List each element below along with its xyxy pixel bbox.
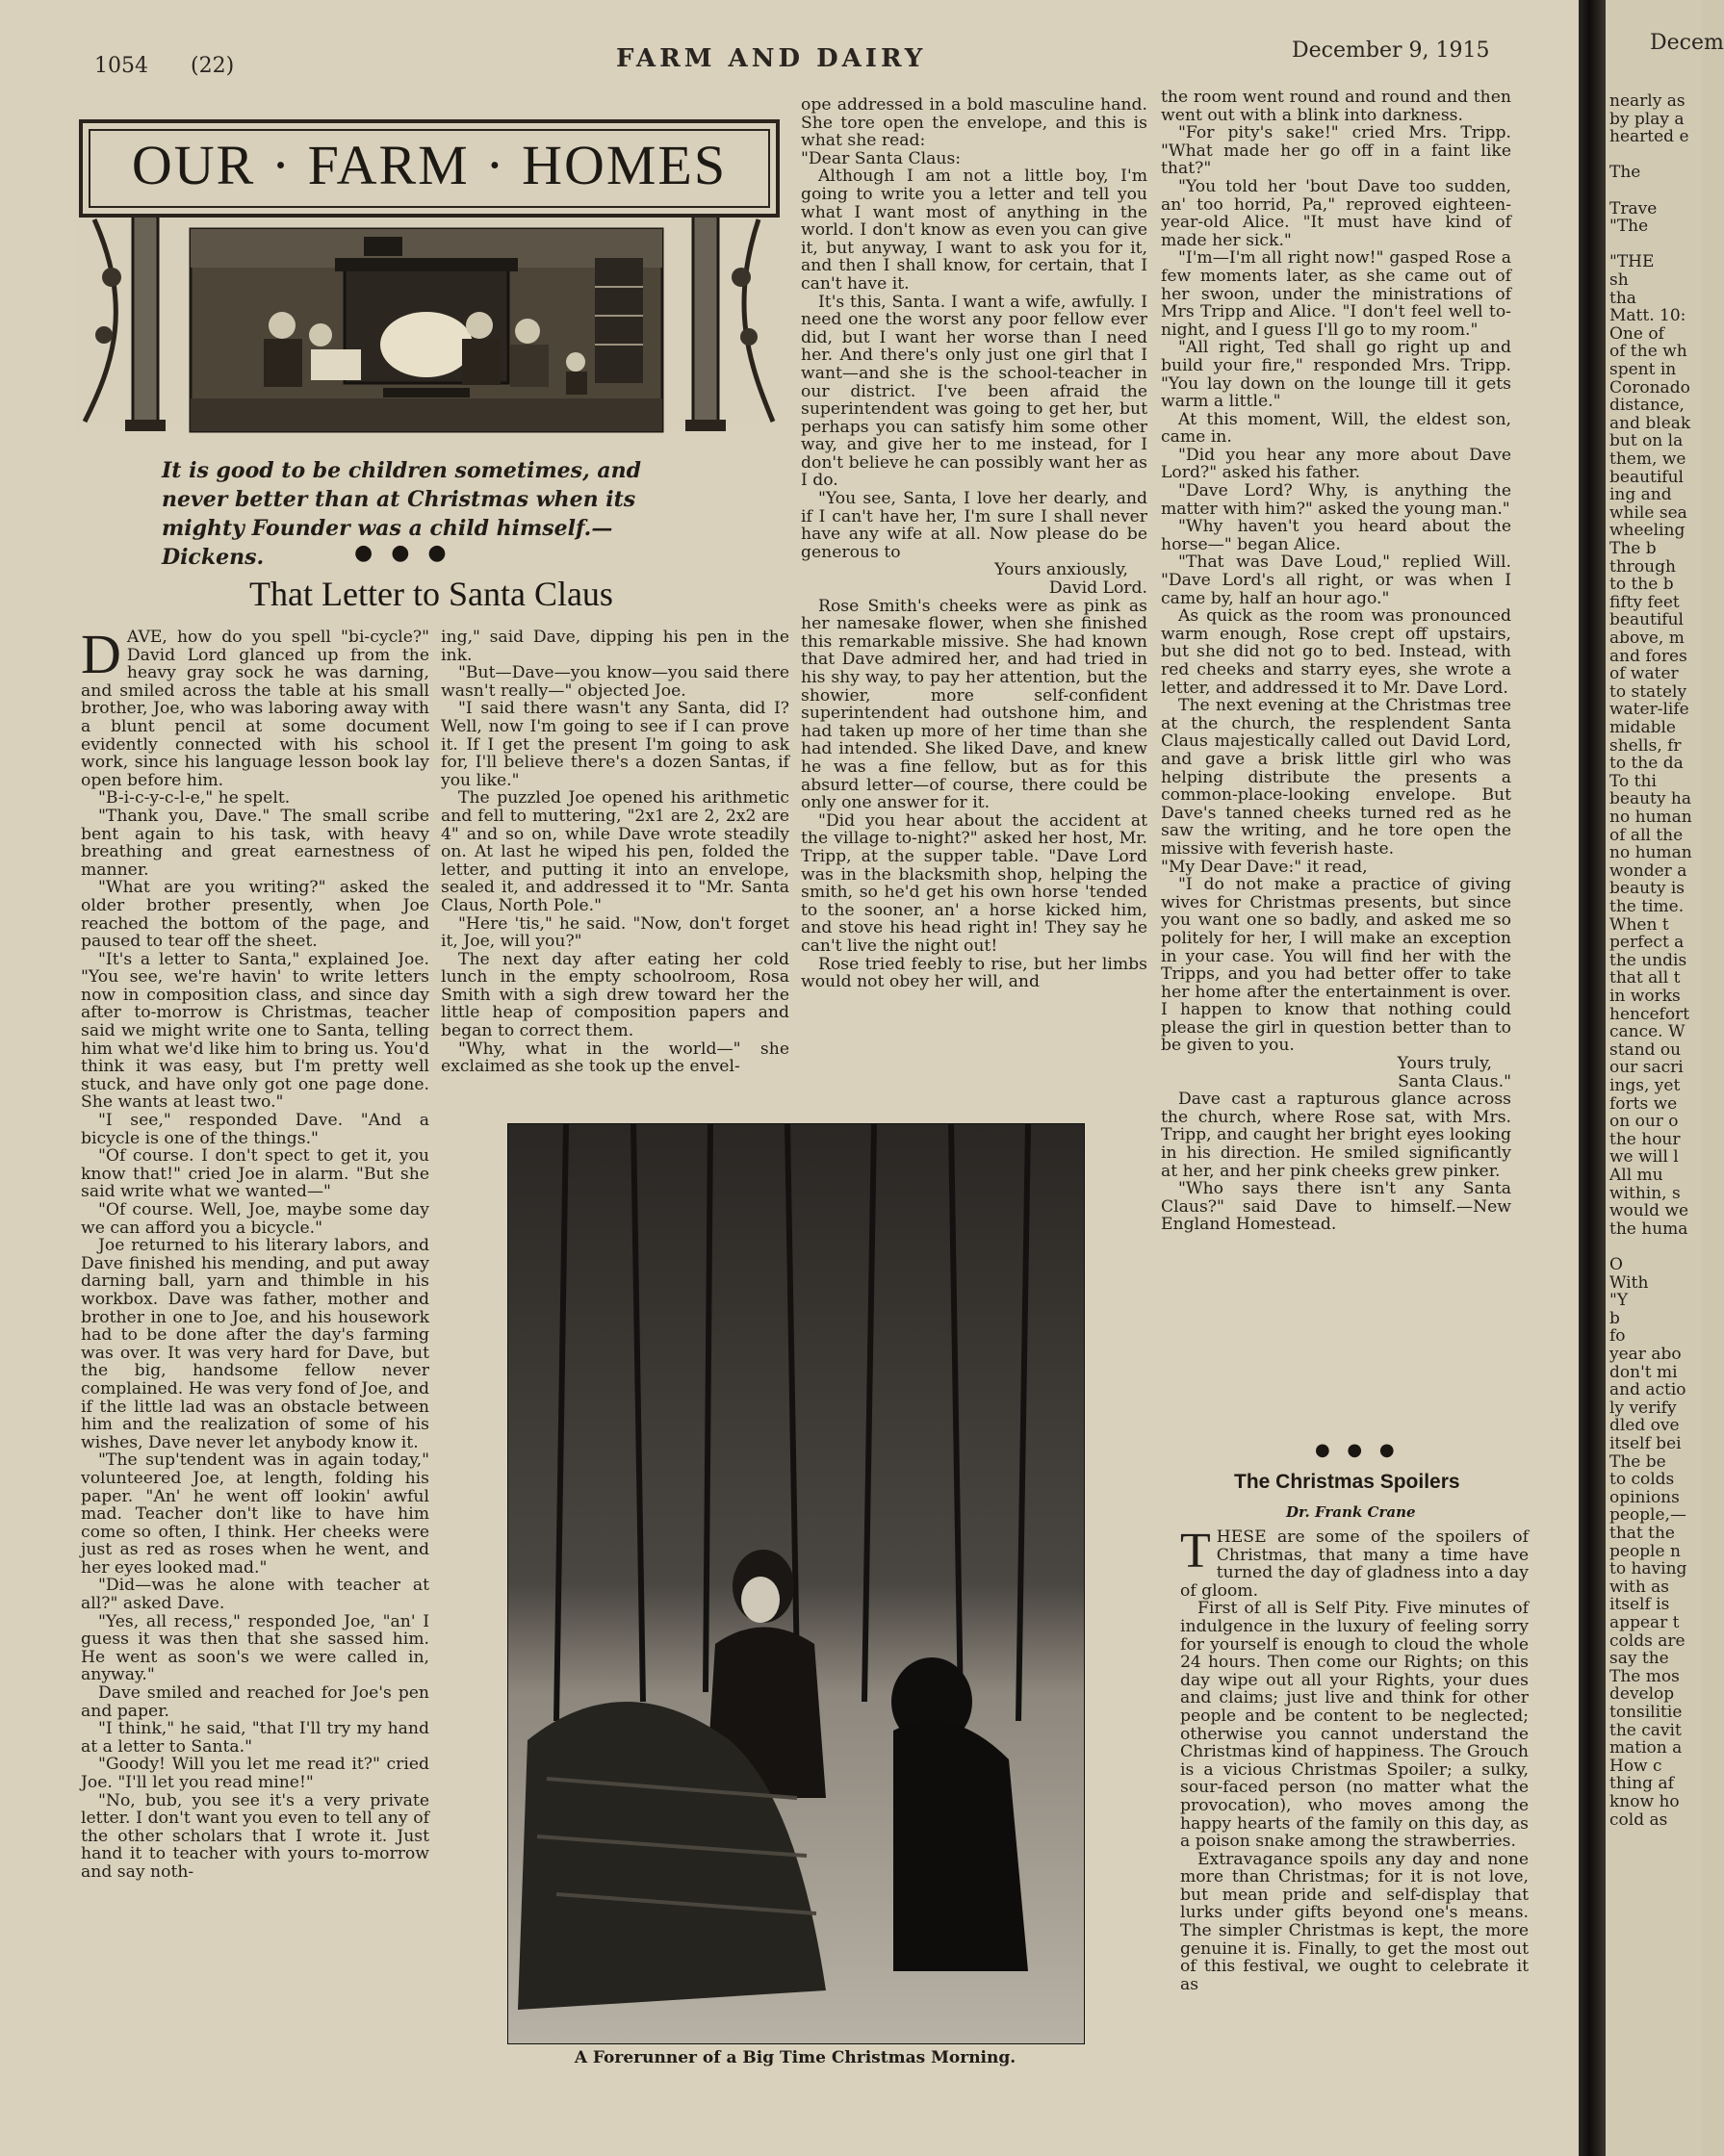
- right-page-text-line: in works: [1609, 987, 1681, 1006]
- right-page-text-line: nearly as: [1609, 91, 1685, 111]
- story-paragraph: "That was Dave Loud," replied Will. "Dave Lord's all right, or was when I came by, half an hour ago.": [1161, 552, 1511, 608]
- right-page-text-line: know ho: [1609, 1792, 1680, 1811]
- story-paragraph: "All right, Ted shall go right up and build your fire," responded Mrs. Tripp. "You lay down on the lounge till it gets warm a little.": [1161, 338, 1511, 412]
- right-page-text-line: mation a: [1609, 1738, 1683, 1758]
- right-page-text-line: the huma: [1609, 1219, 1688, 1239]
- christmas-photo: [507, 1123, 1085, 2044]
- story-column-2: [441, 629, 789, 1076]
- right-page-text-line: don't mi: [1609, 1362, 1678, 1382]
- story-paragraph: "You see, Santa, I love her dearly, and if I can't have her, I'm sure I shall never have any wife at all. Now please do be generous to: [801, 489, 1147, 562]
- story-paragraph: Rose tried feebly to rise, but her limbs would not obey her will, and: [801, 954, 1147, 992]
- story-paragraph: "I do not make a practice of giving wives for Christmas presents, but since you want one so badly, and asked me so politely for her, I will make an exception in your case. You will find her with the Tripps, and you had better offer to take her home after the entertainment is over. I happen to know that nothing could please the girl in question better than to be given to you.: [1161, 875, 1511, 1056]
- right-page-text-line: year abo: [1609, 1345, 1682, 1364]
- right-page-text-line: fifty feet: [1609, 592, 1680, 612]
- right-page-text-line: that all t: [1609, 968, 1681, 988]
- story-paragraph: ing," said Dave, dipping his pen in the ink.: [441, 628, 789, 665]
- right-page-text-line: How c: [1609, 1756, 1662, 1776]
- right-page-text-line: the time.: [1609, 897, 1685, 916]
- right-page-text-line: With: [1609, 1272, 1649, 1293]
- section-number: (22): [191, 54, 235, 78]
- right-page-text-line: we will l: [1609, 1147, 1679, 1168]
- story-paragraph: "What are you writing?" asked the older brother presently, when Joe reached the bottom of the page, and paused to tear off the sheet.: [81, 878, 429, 952]
- photo-caption: A Forerunner of a Big Time Christmas Morning.: [574, 2048, 1016, 2067]
- story-paragraph: "For pity's sake!" cried Mrs. Tripp. "What made her go off in a faint like that?": [1161, 123, 1511, 179]
- dickens-quote: It is good to be children sometimes, and never better than at Christmas when its mighty Founder was a child himself.—Dickens.: [162, 458, 642, 570]
- right-page-text-line: All mu: [1609, 1166, 1663, 1185]
- right-page-text-line: and fores: [1609, 646, 1687, 666]
- right-page-text-line: distance,: [1609, 396, 1685, 416]
- story-paragraph: "I'm—I'm all right now!" gasped Rose a few moments later, as she came out of her swoon, under the ministrations of Mrs Tripp and Alice. "I don't feel well to-night, and I guess I'll go to my room.": [1161, 248, 1511, 340]
- story-paragraph: "Here 'tis," he said. "Now, don't forget it, Joe, will you?": [441, 913, 789, 952]
- right-page-text-line: through: [1609, 556, 1676, 577]
- right-page-text-line: people,—: [1609, 1505, 1686, 1526]
- right-page-text-line: to the da: [1609, 754, 1684, 774]
- story-title: That Letter to Santa Claus: [249, 575, 613, 613]
- story-paragraph: It's this, Santa. I want a wife, awfully. I need one the worst any poor fellow ever did, but I want her worse than I need her. And there's only just one girl that I want—and she is the school-teacher in our district. I've been afraid the superintendent was going to get her, but perhaps you can satisfy him some other way, and give her to me instead, for I don't believe he can possibly want her as I do.: [801, 292, 1147, 491]
- right-page-text-line: wheeling: [1609, 521, 1685, 541]
- right-page-text-line: ly verify: [1609, 1398, 1677, 1418]
- story-paragraph: "Thank you, Dave." The small scribe bent again to his task, with heavy breathing and great earnestness of manner.: [81, 806, 429, 880]
- right-page-text-line: Trave: [1609, 198, 1658, 218]
- section-banner: [79, 119, 780, 218]
- story-paragraph: "No, bub, you see it's a very private letter. I don't want you even to tell any of the other scholars that I wrote it. Just hand it to teacher with yours to-morrow and say noth-: [81, 1790, 429, 1882]
- story-paragraph: "Of course. I don't spect to get it, you know that!" cried Joe in alarm. "But she said write what we wanted—": [81, 1146, 429, 1202]
- right-page-text-line: would we: [1609, 1201, 1689, 1221]
- story-paragraph: "I see," responded Dave. "And a bicycle is one of the things.": [81, 1111, 429, 1148]
- right-page-text-line: midable: [1609, 718, 1676, 737]
- ornament-dots: ● ● ●: [1315, 1440, 1401, 1460]
- right-page-text-line: itself bei: [1609, 1434, 1682, 1453]
- story-paragraph: "I think," he said, "that I'll try my hand at a letter to Santa.": [81, 1719, 429, 1757]
- right-page-text-line: colds are: [1609, 1630, 1685, 1651]
- right-page-text-line: appear t: [1609, 1613, 1680, 1632]
- right-page-text-line: O: [1609, 1255, 1623, 1274]
- right-page-text-line: shells, fr: [1609, 735, 1682, 756]
- story-paragraph: THESE are some of the spoilers of Christmas, that many a time have turned the day of gladness into a day of gloom.: [1180, 1524, 1529, 1601]
- story2-body: [1180, 1524, 1529, 1994]
- story-paragraph: At this moment, Will, the eldest son, came in.: [1161, 409, 1511, 448]
- story-paragraph: ope addressed in a bold masculine hand. She tore open the envelope, and this is what she read:: [801, 95, 1147, 151]
- story-paragraph: "Yes, all recess," responded Joe, "an' I guess it was then that she sassed him. He went as soon's we were called in, anyway.": [81, 1611, 429, 1685]
- right-page-text-line: no human: [1609, 808, 1692, 827]
- story-paragraph: First of all is Self Pity. Five minutes of indulgence in the luxury of feeling sorry for yourself is enough to cloud the whole 24 hours. Then come our Rights; on this day wipe out all your Rights, your dues and claims; just live and think for other people and be content to be neglected; otherwise you cannot understand the Christmas kind of happiness. The Grouch is a vicious Christmas Spoiler; a sulky, sour-faced person (no matter what the provocation), who moves among the happy hearts of the family on this day, as a poison snake among the strawberries.: [1180, 1599, 1529, 1852]
- story-paragraph: The next evening at the Christmas tree at the church, the resplendent Santa Claus majestically called out David Lord, and gave a brisk little girl who was helping distribute the presents a common-place-looking envelope. But Dave's tanned cheeks turned red as he saw the writing, and he tore open the missive with feverish haste.: [1161, 696, 1511, 859]
- story-paragraph: "Goody! Will you let me read it?" cried Joe. "I'll let you read mine!": [81, 1755, 429, 1792]
- story-paragraph: "Of course. Well, Joe, maybe some day we can afford you a bicycle.": [81, 1200, 429, 1238]
- story-paragraph: The puzzled Joe opened his arithmetic and fell to muttering, "2x1 are 2, 2x2 are 4" and so on, while Dave wrote steadily on. At last he wiped his pen, folded the letter, and putting it into an envelope, sealed it, and addressed it to "Mr. Santa Claus, North Pole.": [441, 788, 789, 915]
- right-page-text-line: tha: [1609, 288, 1636, 308]
- story-paragraph: the room went round and round and then went out with a blink into darkness.: [1161, 88, 1511, 125]
- story-paragraph: "Why, what in the world—" she exclaimed as she took up the envel-: [441, 1039, 789, 1077]
- right-page-text-line: beautiful: [1609, 610, 1684, 630]
- right-page-text-line: thing af: [1609, 1774, 1674, 1794]
- right-page-text-line: hencefort: [1609, 1004, 1690, 1024]
- right-page-text-line: no human: [1609, 843, 1692, 863]
- right-page-text-line: to having: [1609, 1559, 1687, 1579]
- right-page-text-line: the undis: [1609, 950, 1687, 970]
- right-page-text-line: and bleak: [1609, 413, 1691, 433]
- drop-cap: T: [1180, 1524, 1211, 1578]
- right-page-text-line: To thi: [1609, 771, 1657, 791]
- right-page-text-line: b: [1609, 1308, 1620, 1328]
- page-gutter: [1579, 0, 1606, 2156]
- letter-closing: Yours truly,: [1397, 1054, 1492, 1074]
- right-page-text-line: One of: [1609, 323, 1664, 344]
- right-page-text-line: that the: [1609, 1524, 1675, 1543]
- right-page-text-line: ing and: [1609, 485, 1672, 505]
- right-page-text-line: say the: [1609, 1649, 1669, 1669]
- ornament-dots: ● ● ●: [354, 541, 452, 565]
- right-page-text-line: The b: [1609, 539, 1657, 558]
- letter-closing: Yours anxiously,: [994, 560, 1128, 580]
- right-page-text-line: with as: [1609, 1577, 1670, 1597]
- right-page-text-line: spent in: [1609, 360, 1677, 379]
- story-paragraph: "Did—was he alone with teacher at all?" asked Dave.: [81, 1576, 429, 1614]
- right-page-text-line: to colds: [1609, 1470, 1675, 1490]
- story-column-4: [1161, 89, 1511, 1234]
- right-page-text-line: Matt. 10:: [1609, 306, 1686, 326]
- right-page-text-line: "Y: [1609, 1291, 1629, 1311]
- story-paragraph: Joe returned to his literary labors, and Dave finished his mending, and put away darning ball, yarn and thimble in his workbox. Dave was father, mother and brother in one to Joe, and his housework had to be done after the day's farming was over. It was very hard for Dave, but the big, handsome fellow never complained. He was very fond of Joe, and if the little lad was an obstacle between him and the realization of some of his wishes, Dave never let anybody know it.: [81, 1236, 429, 1452]
- right-page-text-line: beauty is: [1609, 879, 1685, 899]
- right-page-text-line: but on la: [1609, 431, 1684, 451]
- photo-scene: [508, 1124, 1084, 2043]
- story-paragraph: "Dave Lord? Why, is anything the matter with him?" asked the young man.": [1161, 481, 1511, 519]
- story-paragraph: Dave smiled and reached for Joe's pen and paper.: [81, 1683, 429, 1721]
- story-paragraph: "The sup'tendent was in again today," volunteered Joe, at length, folding his paper. "An' he went off lookin' awful mad. Teacher don't like to have him come so often, I think. Her cheeks were just as red as roses when he went, and her eyes looked mad.": [81, 1450, 429, 1578]
- right-page-text-line: sh: [1609, 270, 1629, 290]
- right-page-text-line: our sacri: [1609, 1058, 1684, 1078]
- right-page-text-line: fo: [1609, 1326, 1626, 1347]
- right-page-text-line: opinions: [1609, 1487, 1680, 1507]
- right-page-text-line: of the wh: [1609, 342, 1687, 362]
- story-paragraph: "It's a letter to Santa," explained Joe. "You see, we're havin' to write letters now in composition class, and since day after to-morrow is Christmas, teacher said we might write one to Santa, telling him what we'd like him to bring us. You'd think it was easy, but I'm pretty well stuck, and have only got one page done. She wants at least two.": [81, 949, 429, 1113]
- right-page-text-line: Coronado: [1609, 377, 1690, 398]
- right-page-text-line: When t: [1609, 914, 1669, 935]
- right-page-text-line: above, m: [1609, 629, 1685, 648]
- story-paragraph: Although I am not a little boy, I'm going to write you a letter and tell you what I want most of anything in the world. I don't know as even you can give it, but anyway, I want to ask you for it, and then I shall know, for certain, that I can't have it.: [801, 167, 1147, 294]
- right-page-text-line: perfect a: [1609, 933, 1685, 953]
- section-banner-title: OUR · FARM · HOMES: [131, 134, 728, 196]
- publication-title: FARM AND DAIRY: [616, 44, 927, 73]
- right-page-text-line: them, we: [1609, 449, 1686, 469]
- right-page-text-line: develop: [1609, 1684, 1675, 1705]
- right-page-text-line: the cavit: [1609, 1720, 1682, 1740]
- story-paragraph: Dave cast a rapturous glance across the church, where Rose sat, with Mrs. Tripp, and caught her bright eyes looking in his direction. He smiled significantly at her, and her pink cheeks grew pinker.: [1161, 1090, 1511, 1181]
- story-paragraph: "I said there wasn't any Santa, did I? Well, now I'm going to see if I can prove it. If I get the present I'm going to ask for, I'll believe there's a dozen Santas, if you like.": [441, 699, 789, 790]
- right-page-text-line: tonsilitie: [1609, 1703, 1683, 1722]
- story-paragraph: "You told her 'bout Dave too sudden, an' too horrid, Pa," reproved eighteen-year-old Alice. "It must have kind of made her sick.": [1161, 176, 1511, 250]
- story-paragraph: Rose Smith's cheeks were as pink as her namesake flower, when she finished this remarkable missive. She had known that Dave admired her, and had tried in his shy way, to pay her attention, but the showier, more self-confident superintendent had outshone him, and had taken up more of her time than she had intended. She liked Dave, and knew he was a fine fellow, but as for this absurd letter—of course, there could be only one answer for it.: [801, 596, 1147, 813]
- newspaper-page-right-edge: [1606, 0, 1724, 2156]
- right-page-text-line: and actio: [1609, 1380, 1686, 1400]
- story-paragraph: "But—Dave—you know—you said there wasn't really—" objected Joe.: [441, 663, 789, 701]
- right-page-text-line: of all the: [1609, 825, 1684, 845]
- right-page-text-line: to stately: [1609, 681, 1687, 702]
- right-page-text-line: cance. W: [1609, 1022, 1685, 1042]
- right-page-text-line: beauty ha: [1609, 789, 1691, 809]
- right-page-text-line: The mos: [1609, 1666, 1680, 1686]
- issue-date: December 9, 1915: [1292, 38, 1490, 63]
- right-page-text-line: "THE: [1609, 252, 1655, 272]
- right-page-text-line: within, s: [1609, 1183, 1681, 1203]
- right-page-header: Decem: [1650, 31, 1724, 55]
- right-page-text-line: the hour: [1609, 1129, 1681, 1149]
- right-page-text-line: on our o: [1609, 1112, 1679, 1132]
- story-paragraph: The next day after eating her cold lunch in the empty schoolroom, Rosa Smith with a sigh drew toward her the little heap of composition papers and began to correct them.: [441, 949, 789, 1041]
- story-paragraph: "Did you hear any more about Dave Lord?" asked his father.: [1161, 445, 1511, 483]
- story-paragraph: "Why haven't you heard about the horse—" began Alice.: [1161, 517, 1511, 554]
- story-paragraph: "Dear Santa Claus:: [801, 148, 962, 168]
- right-page-text-line: by play a: [1609, 109, 1685, 129]
- story-paragraph: "My Dear Dave:" it read,: [1161, 857, 1368, 877]
- right-page-text-line: while sea: [1609, 502, 1687, 523]
- right-page-text-line: water-life: [1609, 700, 1689, 720]
- drop-cap: D: [81, 623, 121, 685]
- right-page-text-line: The be: [1609, 1451, 1666, 1472]
- right-page-text-line: ings, yet: [1609, 1076, 1681, 1095]
- right-page-text-line: to the b: [1609, 575, 1674, 595]
- right-page-text-line: itself is: [1609, 1595, 1670, 1615]
- letter-signature: Santa Claus.": [1398, 1071, 1511, 1091]
- story2-byline: Dr. Frank Crane: [1286, 1503, 1416, 1521]
- right-page-text-line: hearted e: [1609, 127, 1689, 147]
- story2-title: The Christmas Spoilers: [1234, 1471, 1460, 1493]
- letter-signature: David Lord.: [1048, 578, 1147, 599]
- story-paragraph: As quick as the room was pronounced warm enough, Rose crept off upstairs, but she did not go to bed. Instead, with red cheeks and starry eyes, she wrote a letter, and addressed it to Mr. Dave Lord.: [1161, 606, 1511, 698]
- right-page-text-line: beautiful: [1609, 467, 1684, 487]
- story-column-1: [81, 623, 429, 1882]
- story-column-3: [801, 96, 1147, 991]
- page-number: 1054: [94, 54, 148, 78]
- story-paragraph: "B-i-c-y-c-l-e," he spelt.: [98, 788, 291, 808]
- story-paragraph: Extravagance spoils any day and none more than Christmas; for it is not love, but mean pride and self-display that lurks under gifts beyond one's means. The simpler Christmas is kept, the more genuine it is. Finally, to get the most out of this festival, we ought to celebrate it as: [1180, 1849, 1529, 1994]
- right-page-text-line: "The: [1609, 217, 1649, 237]
- right-page-text-line: dled ove: [1609, 1416, 1680, 1436]
- right-page-text-line: people n: [1609, 1541, 1681, 1561]
- right-page-text-line: The: [1609, 163, 1641, 183]
- right-page-text-line: cold as: [1609, 1810, 1668, 1830]
- right-page-text-line: of water: [1609, 664, 1679, 684]
- right-page-text-line: stand ou: [1609, 1040, 1682, 1060]
- story-paragraph: "Did you hear about the accident at the village to-night?" asked her host, Mr. Tripp, at the supper table. "Dave Lord was in the blacksmith shop, helping the smith, so he'd get his own horse 'tended to the sooner, an' a horse kicked him, and stove his head right in! They say he can't live the night out!: [801, 810, 1147, 956]
- right-page-text-line: forts we: [1609, 1093, 1678, 1114]
- right-page-text-line: wonder a: [1609, 860, 1687, 881]
- story-paragraph: DAVE, how do you spell "bi-cycle?" David Lord glanced up from the heavy gray sock he was darning, and smiled across the table at his small brother, Joe, who was laboring away with a blunt pencil at some document evidently connected with his school work, since his language lesson book lay open before him.: [81, 623, 429, 790]
- story-paragraph: "Who says there isn't any Santa Claus?" said Dave to himself.—New England Homestead.: [1161, 1179, 1511, 1235]
